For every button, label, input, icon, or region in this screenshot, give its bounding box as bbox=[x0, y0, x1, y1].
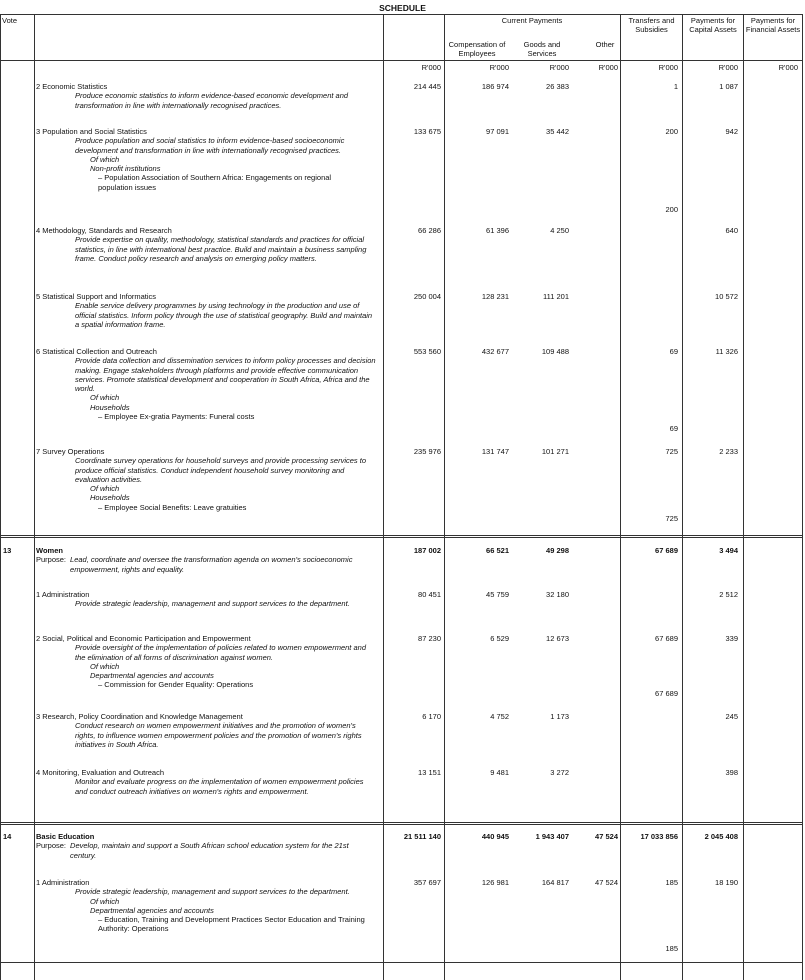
goods-amount: 35 442 bbox=[546, 127, 569, 136]
capital-amount: 10 572 bbox=[715, 292, 738, 301]
compensation-amount: 9 481 bbox=[490, 768, 509, 777]
compensation-amount: 432 677 bbox=[481, 347, 509, 356]
capital-amount: 245 bbox=[725, 712, 738, 721]
transfer-item: – Population Association of Southern Africa: Engagements on regional population issues bbox=[98, 173, 332, 192]
goods-amount: 111 201 bbox=[543, 292, 569, 301]
header-other: Other bbox=[595, 40, 615, 49]
grid-line bbox=[743, 14, 744, 980]
unit-label: R'000 bbox=[778, 63, 798, 72]
programme-description: Conduct research on women empowerment initiatives and the promotion of women's rights, to influence women empowerment policies and the promotion of women's rights initiatives in South Africa. bbox=[75, 721, 362, 749]
programme-description: Provide data collection and dissemination services to inform policy processes and decision making. Engage stakeholders through platforms and provide effective communication services. Promote statistical development and cooperation in South Africa, Africa and the world. bbox=[75, 356, 376, 394]
item-transfers-amount: 185 bbox=[665, 944, 678, 953]
programme-description: Coordinate survey operations for household surveys and provide processing services to produce official statistics. Conduct independent household survey monitoring and evaluation activities. bbox=[75, 456, 366, 484]
unit-label: R'000 bbox=[598, 63, 618, 72]
grid-line bbox=[620, 14, 621, 980]
compensation-amount: 128 231 bbox=[481, 292, 509, 301]
item-transfers-amount: 725 bbox=[665, 514, 678, 523]
programme-label: 6 Statistical Collection and Outreach bbox=[36, 347, 157, 356]
vote-separator bbox=[0, 822, 803, 825]
compensation-amount: 186 974 bbox=[481, 82, 509, 91]
programme-row bbox=[36, 226, 376, 263]
programme-label: 1 Administration bbox=[36, 878, 90, 887]
goods-amount: 101 271 bbox=[541, 447, 569, 456]
item-transfers-amount: 67 689 bbox=[655, 689, 678, 698]
vote-goods: 49 298 bbox=[546, 546, 569, 555]
total-amount: 553 560 bbox=[413, 347, 441, 356]
programme-description: Provide strategic leadership, management and support services to the department. bbox=[75, 599, 350, 609]
grid-line bbox=[34, 14, 35, 980]
compensation-amount: 61 396 bbox=[486, 226, 509, 235]
goods-amount: 1 173 bbox=[550, 712, 569, 721]
of-which-label: Of which bbox=[90, 154, 120, 164]
programme-label: 3 Population and Social Statistics bbox=[36, 127, 147, 136]
of-which-label: Of which bbox=[90, 393, 120, 403]
unit-label: R'000 bbox=[421, 63, 441, 72]
programme-label: 3 Research, Policy Coordination and Knowledge Management bbox=[36, 712, 243, 721]
header-current-payments: Current Payments bbox=[501, 16, 563, 25]
capital-amount: 942 bbox=[725, 127, 738, 136]
vote-total: 21 511 140 bbox=[403, 832, 441, 841]
transfer-category: Departmental agencies and accounts bbox=[90, 905, 214, 915]
programme-description: Produce economic statistics to inform evidence-based economic development and transformation in line with internationally recognised practices. bbox=[75, 91, 349, 110]
total-amount: 13 151 bbox=[418, 768, 441, 777]
transfer-category: Non-profit institutions bbox=[90, 164, 161, 174]
total-amount: 214 445 bbox=[413, 82, 441, 91]
header-financial: Payments for Financial Assets bbox=[745, 16, 801, 34]
goods-amount: 4 250 bbox=[550, 226, 569, 235]
grid-line bbox=[0, 14, 1, 980]
programme-row bbox=[36, 634, 376, 690]
total-amount: 6 170 bbox=[422, 712, 441, 721]
goods-amount: 32 180 bbox=[546, 590, 569, 599]
capital-amount: 339 bbox=[725, 634, 738, 643]
transfers-amount: 1 bbox=[673, 82, 678, 91]
vote-number: 13 bbox=[3, 546, 12, 555]
vote-capital: 2 045 408 bbox=[704, 832, 738, 841]
purpose-text: Develop, maintain and support a South African school education system for the 21st century. bbox=[70, 841, 349, 860]
goods-amount: 164 817 bbox=[541, 878, 569, 887]
transfers-amount: 725 bbox=[665, 447, 678, 456]
grid-line bbox=[383, 14, 384, 980]
goods-amount: 26 383 bbox=[546, 82, 569, 91]
grid-line bbox=[0, 14, 803, 15]
total-amount: 235 976 bbox=[413, 447, 441, 456]
total-amount: 66 286 bbox=[418, 226, 441, 235]
programme-description: Enable service delivery programmes by using technology in the production and use of official statistics. Inform policy through the use of statistical geography. Build and maintain a spatial information frame. bbox=[75, 301, 373, 329]
transfers-amount: 200 bbox=[665, 127, 678, 136]
programme-description: Provide oversight of the implementation of policies related to women empowerment and the elimination of all forms of discrimination against women. bbox=[75, 643, 366, 662]
transfer-item: – Employee Social Benefits: Leave gratuities bbox=[98, 502, 247, 512]
compensation-amount: 126 981 bbox=[481, 878, 509, 887]
of-which-label: Of which bbox=[90, 661, 120, 671]
transfers-amount: 67 689 bbox=[655, 634, 678, 643]
programme-label: 1 Administration bbox=[36, 590, 90, 599]
programme-label: 2 Economic Statistics bbox=[36, 82, 108, 91]
purpose-label: Purpose: bbox=[36, 555, 67, 565]
grid-line bbox=[0, 60, 803, 61]
header-capital: Payments for Capital Assets bbox=[689, 16, 737, 34]
transfers-amount: 69 bbox=[669, 347, 678, 356]
grid-line bbox=[444, 14, 445, 980]
total-amount: 87 230 bbox=[418, 634, 441, 643]
capital-amount: 2 512 bbox=[719, 590, 738, 599]
capital-amount: 2 233 bbox=[719, 447, 738, 456]
of-which-label: Of which bbox=[90, 896, 120, 906]
vote-compensation: 440 945 bbox=[481, 832, 509, 841]
vote-transfers: 17 033 856 bbox=[640, 832, 678, 841]
programme-row bbox=[36, 347, 376, 421]
compensation-amount: 6 529 bbox=[490, 634, 509, 643]
compensation-amount: 4 752 bbox=[490, 712, 509, 721]
programme-row bbox=[36, 82, 376, 110]
unit-label: R'000 bbox=[718, 63, 738, 72]
vote-goods: 1 943 407 bbox=[535, 832, 569, 841]
unit-label: R'000 bbox=[489, 63, 509, 72]
programme-description: Provide expertise on quality, methodology, statistical standards and practices for official statistics, in line with international best practice. Build and maintain a business sampling frame. Conduct policy research and analysis on emerging policy matters. bbox=[75, 235, 367, 263]
item-transfers-amount: 69 bbox=[669, 424, 678, 433]
page-title: SCHEDULE bbox=[379, 3, 426, 13]
unit-label: R'000 bbox=[549, 63, 569, 72]
vote-compensation: 66 521 bbox=[486, 546, 509, 555]
goods-amount: 3 272 bbox=[550, 768, 569, 777]
header-goods: Goods and Services bbox=[523, 40, 561, 58]
transfers-amount: 185 bbox=[665, 878, 678, 887]
programme-label: 2 Social, Political and Economic Participation and Empowerment bbox=[36, 634, 251, 643]
capital-amount: 640 bbox=[725, 226, 738, 235]
header-vote: Vote bbox=[2, 16, 18, 25]
grid-line bbox=[682, 14, 683, 980]
capital-amount: 1 087 bbox=[719, 82, 738, 91]
vote-transfers: 67 689 bbox=[655, 546, 678, 555]
transfer-item: – Education, Training and Development Practices Sector Education and Training Authority: Operations bbox=[98, 915, 365, 934]
transfer-item: – Employee Ex-gratia Payments: Funeral costs bbox=[98, 412, 255, 422]
total-amount: 80 451 bbox=[418, 590, 441, 599]
unit-label: R'000 bbox=[658, 63, 678, 72]
vote-total: 187 002 bbox=[413, 546, 441, 555]
vote-number: 14 bbox=[3, 832, 12, 841]
compensation-amount: 97 091 bbox=[486, 127, 509, 136]
programme-label: 7 Survey Operations bbox=[36, 447, 105, 456]
vote-other: 47 524 bbox=[595, 832, 618, 841]
compensation-amount: 131 747 bbox=[481, 447, 509, 456]
programme-description: Monitor and evaluate progress on the implementation of women empowerment policies and conduct outreach initiatives on women's rights and empowerment. bbox=[75, 777, 364, 796]
other-amount: 47 524 bbox=[595, 878, 618, 887]
vote-capital: 3 494 bbox=[719, 546, 738, 555]
programme-row bbox=[36, 712, 376, 749]
goods-amount: 12 673 bbox=[546, 634, 569, 643]
programme-row bbox=[36, 292, 376, 329]
vote-name: Basic Education bbox=[36, 832, 95, 841]
grid-line bbox=[802, 14, 803, 980]
purpose-text: Lead, coordinate and oversee the transformation agenda on women's socioeconomic empowerment, rights and equality. bbox=[70, 555, 353, 574]
capital-amount: 18 190 bbox=[715, 878, 738, 887]
vote-row bbox=[36, 546, 376, 574]
programme-label: 4 Monitoring, Evaluation and Outreach bbox=[36, 768, 164, 777]
transfer-category: Households bbox=[90, 493, 130, 503]
programme-row bbox=[36, 768, 376, 796]
total-amount: 357 697 bbox=[413, 878, 441, 887]
purpose-label: Purpose: bbox=[36, 841, 67, 851]
header-transfers: Transfers and Subsidies bbox=[628, 16, 675, 34]
capital-amount: 11 326 bbox=[715, 347, 738, 356]
programme-label: 4 Methodology, Standards and Research bbox=[36, 226, 172, 235]
compensation-amount: 45 759 bbox=[486, 590, 509, 599]
capital-amount: 398 bbox=[725, 768, 738, 777]
programme-description: Provide strategic leadership, management and support services to the department. bbox=[75, 887, 350, 897]
programme-row bbox=[36, 590, 376, 609]
programme-label: 5 Statistical Support and Informatics bbox=[36, 292, 157, 301]
programme-description: Produce population and social statistics to inform evidence-based socioeconomic development and transformation in line with internationally recognised practices. bbox=[75, 136, 345, 155]
transfer-item: – Commission for Gender Equality: Operations bbox=[98, 680, 254, 690]
grid-line bbox=[0, 962, 803, 963]
transfer-category: Departmental agencies and accounts bbox=[90, 671, 214, 681]
programme-row bbox=[36, 447, 376, 512]
total-amount: 250 004 bbox=[413, 292, 441, 301]
total-amount: 133 675 bbox=[413, 127, 441, 136]
header-compensation: Compensation of Employees bbox=[448, 40, 506, 58]
programme-row bbox=[36, 878, 376, 934]
item-transfers-amount: 200 bbox=[665, 205, 678, 214]
programme-row bbox=[36, 127, 376, 192]
of-which-label: Of which bbox=[90, 484, 120, 494]
vote-name: Women bbox=[36, 546, 63, 555]
vote-separator bbox=[0, 535, 803, 538]
transfer-category: Households bbox=[90, 402, 130, 412]
goods-amount: 109 488 bbox=[541, 347, 569, 356]
vote-row bbox=[36, 832, 376, 860]
